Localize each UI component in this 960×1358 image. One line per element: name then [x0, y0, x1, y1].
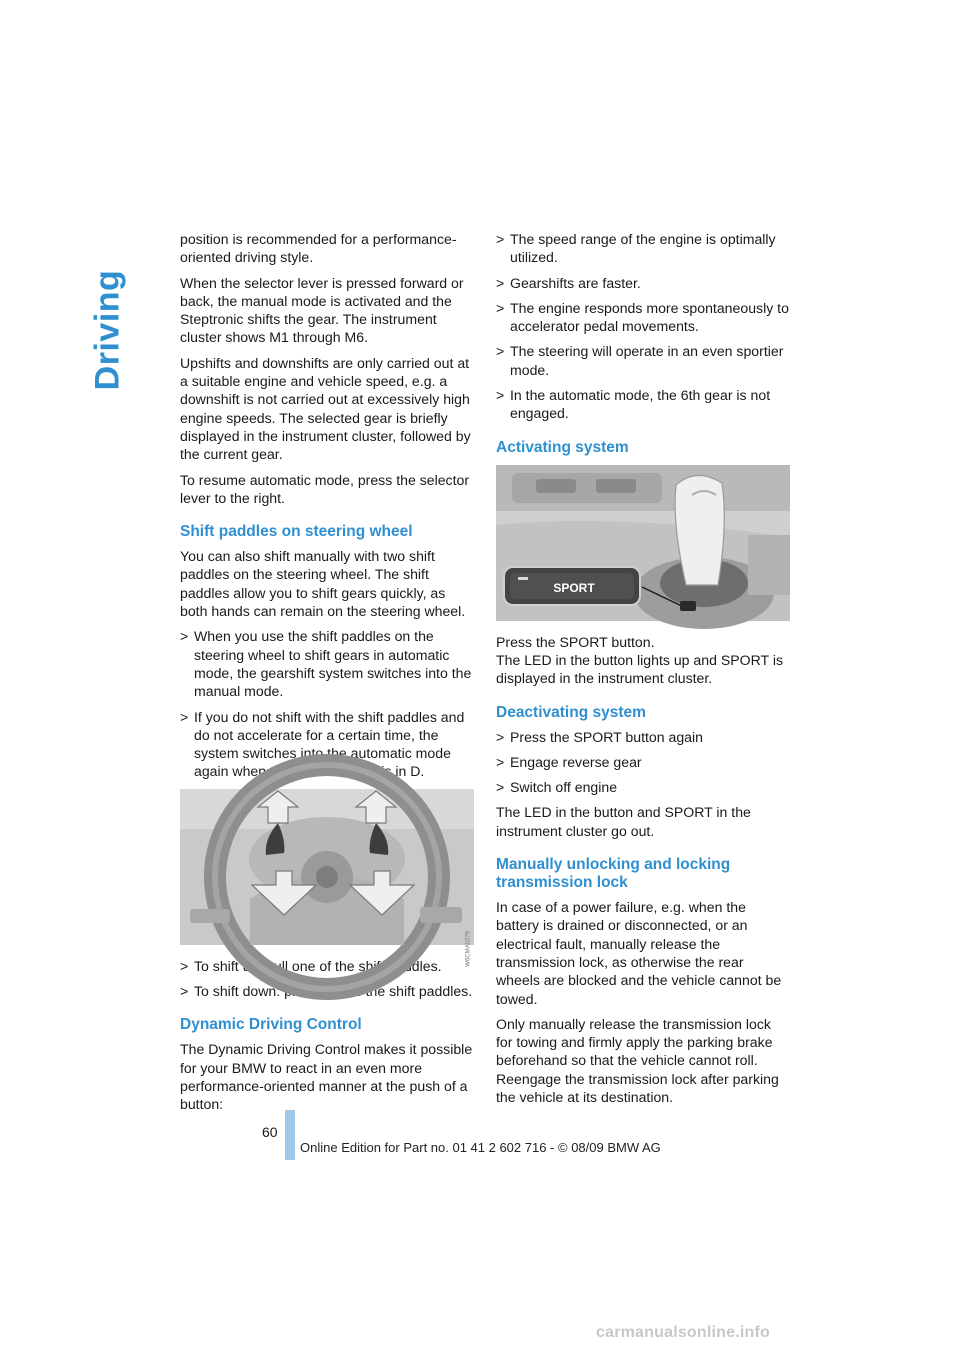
bullet-marker: > [180, 708, 189, 725]
bullet-item: > Switch off engine [496, 779, 618, 796]
bullet-marker: > [496, 753, 505, 770]
page-number: 60 [262, 1124, 278, 1140]
footer-edition: Online Edition for Part no. 01 41 2 602 716 - © 08/09 BMW AG [300, 1140, 661, 1155]
bullet-marker: > [496, 231, 505, 247]
heading-deactivating-system: Deactivating system [496, 703, 646, 721]
heading-transmission-lock: Manually unlocking and locking transmission lock [496, 856, 731, 892]
bullet-marker: > [496, 274, 505, 291]
steering-wheel-illustration [180, 789, 474, 945]
bullet-item: > To shift down: press one of the shift paddles. [180, 983, 473, 1000]
bullet-item: > When you use the shift paddles on the steering wheel to shift gears in automatic mode, the gearshift system switches into the manual mode. [180, 628, 472, 700]
bullet-marker: > [496, 387, 505, 404]
paragraph: When the selector lever is pressed forward or back, the manual mode is activated and the Steptronic shifts the gear. The instrument cluster shows M1 through M6. [180, 274, 464, 346]
figure-code: W6CMA0279 [466, 930, 472, 967]
paragraph: The LED in the button lights up and SPORT is displayed in the instrument cluster. [496, 651, 784, 687]
bullet-item: > The engine responds more spontaneously to accelerator pedal movements. [496, 299, 789, 335]
bullet-item: > Gearshifts are faster. [496, 274, 641, 291]
bullet-item: > The steering will operate in an even sportier mode. [496, 343, 784, 378]
bullet-item: > In the automatic mode, the 6th gear is not engaged. [496, 387, 771, 422]
bullet-item: > If you do not shift with the shift paddles and do not accelerate for a certain time, the system switches into the automatic mode again when the selector lever is in D. [180, 708, 465, 780]
right-column [496, 230, 790, 1113]
bullet-item: > To shift up: pull one of the shift paddles. [180, 957, 442, 974]
bullet-marker: > [496, 728, 505, 745]
paragraph: position is recommended for a performance-oriented driving style. [180, 231, 457, 266]
paragraph: The LED in the button and SPORT in the instrument cluster go out. [496, 804, 751, 839]
bullet-marker: > [496, 299, 505, 316]
paragraph: Press the SPORT button. [496, 633, 655, 650]
heading-shift-paddles: Shift paddles on steering wheel [180, 523, 413, 541]
left-column [180, 230, 474, 1121]
paragraph: In case of a power failure, e.g. when the battery is drained or disconnected, or an electrical fault, manually release the transmission lock, as otherwise the rear wheels are blocked and the vehicle cannot be towed. [496, 899, 782, 1007]
paragraph: To resume automatic mode, press the selector lever to the right. [180, 471, 470, 506]
bullet-marker: > [496, 343, 505, 360]
paragraph: Upshifts and downshifts are only carried out at a suitable engine and vehicle speed, e.g. a downshift is not carried out at excessively high engine speeds. The selected gear is briefly displayed in the instrument cluster, followed by the current gear. [180, 354, 471, 463]
paragraph: You can also shift manually with two shift paddles on the steering wheel. The shift paddles allow you to shift gears quickly, as both hands can remain on the steering wheel. [180, 548, 466, 620]
sport-button-illustration [496, 465, 790, 621]
bullet-marker: > [180, 957, 189, 974]
site-watermark: carmanualsonline.info [596, 1324, 771, 1341]
bullet-item: > Press the SPORT button again [496, 728, 703, 745]
sport-button-label: SPORT [553, 580, 595, 595]
paragraph: The Dynamic Driving Control makes it possible for your BMW to react in an even more performance-oriented manner at the push of a button: [180, 1041, 473, 1113]
bullet-marker: > [180, 983, 189, 1000]
paragraph: Only manually release the transmission lock for towing and firmly apply the parking brake beforehand so that the vehicle cannot roll. Reengage the transmission lock after parking the vehicle at its destination. [496, 1015, 779, 1106]
bullet-item: > The speed range of the engine is optimally utilized. [496, 231, 776, 266]
bullet-item: > Engage reverse gear [496, 753, 642, 770]
bullet-marker: > [496, 779, 505, 796]
section-title: Driving [88, 269, 127, 391]
footer-bar [285, 1110, 295, 1160]
figure-sport-button [496, 465, 790, 621]
heading-dynamic-driving-control: Dynamic Driving Control [180, 1016, 362, 1034]
heading-activating-system: Activating system [496, 438, 629, 456]
bullet-marker: > [180, 628, 189, 645]
